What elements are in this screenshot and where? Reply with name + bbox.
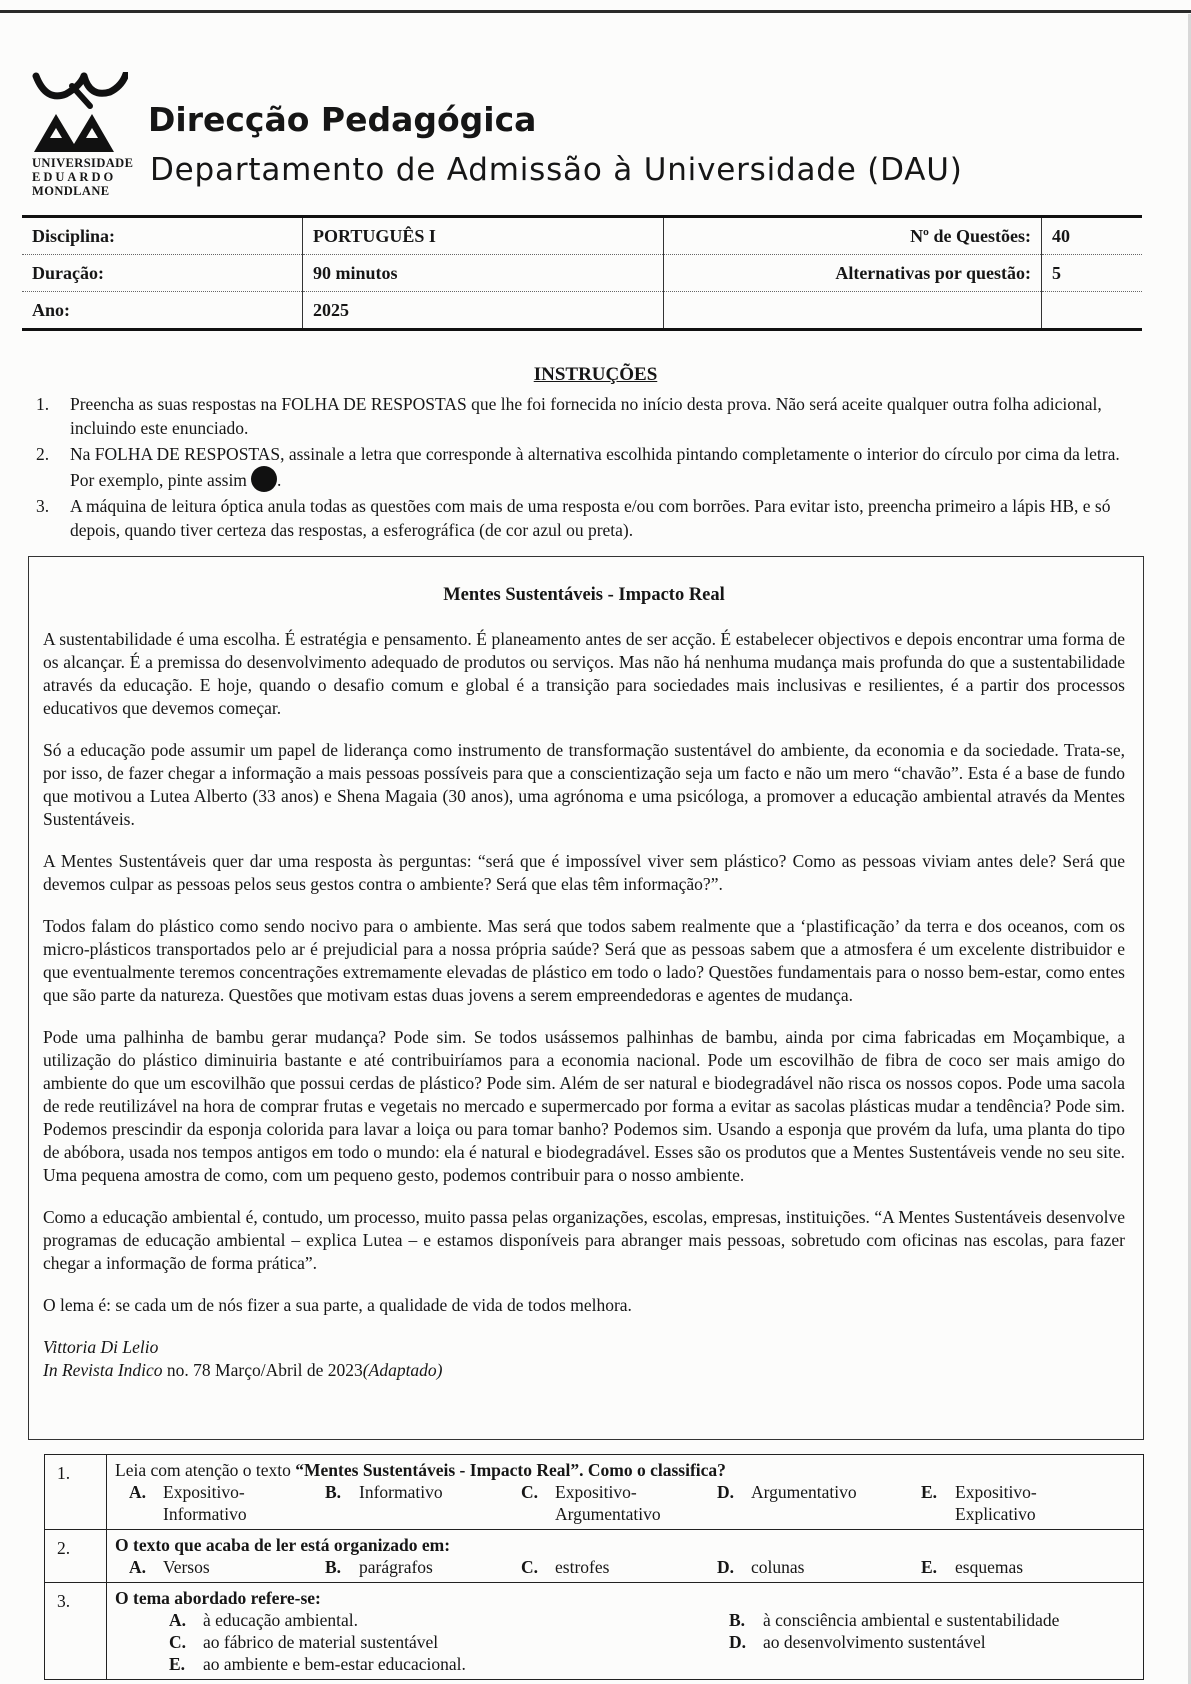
option-a [115, 1481, 311, 1525]
option-text: Versos [163, 1557, 210, 1577]
instruction-text: Preencha as suas respostas na FOLHA DE RESPOSTAS que lhe foi fornecida no início desta prova. Não será aceite qualquer outra folha adicional, incluindo este enunciado. [70, 394, 1102, 438]
option-d [703, 1481, 907, 1525]
info-row-ano [22, 292, 1142, 329]
option-b [311, 1556, 507, 1578]
option-text: Expositivo-Informativo [163, 1482, 247, 1524]
instructions-list [36, 392, 1126, 544]
option-text: à consciência ambiental e sustentabilidade [763, 1610, 1060, 1630]
option-letter: D. [717, 1482, 735, 1502]
option-letter: E. [921, 1557, 938, 1577]
option-text: Argumentativo [751, 1482, 857, 1502]
logo-line-1: UNIVERSIDADE [32, 156, 134, 170]
stem-text: Leia com atenção o texto [115, 1460, 296, 1480]
option-text: colunas [751, 1557, 805, 1577]
option-e [907, 1481, 1097, 1525]
option-a [155, 1609, 715, 1631]
university-logo [32, 72, 142, 198]
option-e [155, 1653, 715, 1675]
question-body [107, 1455, 1144, 1530]
instruction-item [36, 392, 1126, 440]
question-stem [115, 1459, 1135, 1481]
filled-circle-icon [251, 466, 277, 492]
instruction-number: 2. [36, 444, 50, 464]
info-row-duracao [22, 255, 1142, 292]
source-publication: In Revista Indico [43, 1360, 163, 1380]
top-border [0, 10, 1191, 13]
info-right-value: 5 [1042, 255, 1143, 292]
option-letter: E. [169, 1654, 186, 1674]
option-letter: A. [129, 1557, 147, 1577]
option-text: ao ambiente e bem-estar educacional. [203, 1654, 466, 1674]
option-letter: D. [729, 1632, 747, 1652]
option-text: Informativo [359, 1482, 443, 1502]
text-paragraph: A sustentabilidade é uma escolha. É estratégia e pensamento. É planeamento antes de ser acção. É estabelecer objectivos e depois encontrar uma forma de os alcançar. É a premissa do desenvolvimento adequado de produtos ou serviços. Mas não há nenhuma mudança mais profunda do que a sustentabilidade através da educação. E hoje, quando o desafio comum e global é a transição para sociedades mais inclusivas e resilientes, é a partir dos processos educativos que devemos começar. [43, 629, 1125, 718]
option-d [703, 1556, 907, 1578]
instruction-item [36, 494, 1126, 542]
option-text: ao desenvolvimento sustentável [763, 1632, 986, 1652]
instruction-text: A máquina de leitura óptica anula todas as questões com mais de uma resposta e/ou com borrões. Para evitar isto, preencha primeiro a lápis HB, e só depois, quando tiver certeza das respostas, a esferográfica (de cor azul ou preta). [70, 496, 1111, 540]
uem-emblem-icon [32, 72, 128, 154]
option-text: ao fábrico de material sustentável [203, 1632, 439, 1652]
text-paragraph: Só a educação pode assumir um papel de liderança como instrumento de transformação sustentável do ambiente, da economia e da sociedade. Trata-se, por isso, de fazer chegar a informação a mais pessoas possíveis para que a conscientização seja um facto e não um mero “chavão”. Esta é a base de fundo que motivou a Lutea Alberto (33 anos) e Shena Magaia (30 anos), uma agrónoma e uma psicóloga, a promover a educação ambiental através da Mentes Sustentáveis. [43, 740, 1125, 829]
option-c [155, 1631, 715, 1653]
question-options [115, 1481, 1135, 1525]
option-text: parágrafos [359, 1557, 433, 1577]
question-body [107, 1530, 1144, 1583]
instruction-number: 3. [36, 496, 50, 516]
instruction-text-wrap [70, 442, 1126, 492]
question-number: 1. [45, 1455, 107, 1530]
question-stem: O tema abordado refere-se: [115, 1588, 321, 1608]
info-right-label: Alternativas por questão: [664, 255, 1042, 292]
exam-info-table [22, 215, 1142, 331]
option-letter: B. [325, 1482, 342, 1502]
question-row [45, 1530, 1144, 1583]
source-note: (Adaptado) [362, 1360, 443, 1380]
logo-line-2: EDUARDO [32, 170, 117, 184]
option-text: Expositivo-Explicativo [955, 1482, 1037, 1524]
stem-bold-text: “Mentes Sustentáveis - Impacto Real”. Como o classifica? [295, 1460, 726, 1480]
question-stem: O texto que acaba de ler está organizado em: [115, 1535, 451, 1555]
instruction-text-end: . [276, 470, 282, 490]
option-text: à educação ambiental. [203, 1610, 358, 1630]
text-paragraph: A Mentes Sustentáveis quer dar uma resposta às perguntas: “será que é impossível viver sem plástico? Como as pessoas viviam antes dele? Será que devemos culpar as pessoas pelos seus gestos contra o ambiente? Será que elas têm informação?”. [43, 851, 1125, 894]
logo-line-3: MONDLANE [32, 184, 110, 198]
text-paragraph: O lema é: se cada um de nós fizer a sua parte, a qualidade de vida de todos melhora. [43, 1295, 632, 1315]
option-c [507, 1556, 703, 1578]
text-paragraph: Pode uma palhinha de bambu gerar mudança? Pode sim. Se todos usássemos palhinhas de bambu, ainda por cima fabricadas em Moçambique, a utilização do plástico diminuiria bastante e até contribuiríamos para a economia nacional. Pode um escovilhão de fibra de coco ser mais amigo do ambiente do que um escovilhão que possui cerdas de plástico? Pode sim. Além de ser natural e biodegradável não risca os nossos copos. Pode uma sacola de rede reutilizável na hora de comprar frutas e vegetais no mercado e supermercado por forma a evitar as sacolas plásticas mudar a tendência? Pode sim. Podemos prescindir da esponja colorida para lavar a loiça ou para tomar banho? Podemos sim. Usando a esponja que provém da lufa, uma planta do tipo de abóbora, usada nos tempos antigos em todo o mundo: ela é natural e biodegradável. Esses são os produtos que a Mentes Sustentáveis vende no seu site. Uma pequena amostra de como, com um pequeno gesto, podemos contribuir para o nosso ambiente. [43, 1027, 1125, 1185]
info-right-value: 40 [1042, 218, 1143, 255]
option-letter: C. [521, 1482, 539, 1502]
text-paragraph: Como a educação ambiental é, contudo, um processo, muito passa pelas organizações, escolas, empresas, instituições. “A Mentes Sustentáveis desenvolve programas de educação ambiental – explica Lutea – e estamos disponíveis para abranger mais pessoas, sobretudo com oficinas nas escolas, para fazer chegar a informação de forma prática”. [43, 1207, 1125, 1273]
option-letter: A. [169, 1610, 187, 1630]
info-right-value [1042, 292, 1143, 329]
text-citation [43, 1359, 1125, 1382]
instruction-item [36, 442, 1126, 492]
info-label: Disciplina: [22, 218, 303, 255]
question-options [115, 1556, 1135, 1578]
logo-text [32, 156, 142, 198]
questions-table [44, 1454, 1144, 1680]
info-value: 90 minutos [303, 255, 664, 292]
info-value: 2025 [303, 292, 664, 329]
question-row [45, 1583, 1144, 1680]
question-row [45, 1455, 1144, 1530]
question-number: 3. [45, 1583, 107, 1680]
text-author: Vittoria Di Lelio [43, 1337, 159, 1357]
option-b [715, 1609, 1135, 1631]
source-issue: no. 78 Março/Abril de 2023 [162, 1360, 363, 1380]
info-row-disciplina [22, 218, 1142, 255]
option-letter: A. [129, 1482, 147, 1502]
text-paragraph: Todos falam do plástico como sendo nocivo para o ambiente. Mas será que todos sabem realmente que a ‘plastificação’ da terra e dos oceanos, com os micro-plásticos transportados pelo ar é prejudicial para a nossa própria saúde? Será que as pessoas sabem que a atmosfera é um excelente distribuidor e que eventualmente teremos concentrações extremamente elevadas de plástico em todo o lado? Questões fundamentais para o nosso bem-estar, como entes que são parte da natureza. Questões que motivam estas duas jovens a serem empreendedoras e agentes de mudança. [43, 916, 1125, 1005]
instruction-number: 1. [36, 394, 50, 414]
option-letter: D. [717, 1557, 735, 1577]
page-subtitle: Departamento de Admissão à Universidade (DAU) [150, 152, 963, 188]
option-letter: E. [921, 1482, 938, 1502]
instructions-title: INSTRUÇÕES [533, 364, 658, 385]
reading-text-box [28, 556, 1144, 1440]
option-letter: B. [325, 1557, 342, 1577]
option-letter: C. [169, 1632, 187, 1652]
option-letter: C. [521, 1557, 539, 1577]
text-source [43, 1336, 1125, 1382]
option-d [715, 1631, 1135, 1653]
option-e [907, 1556, 1097, 1578]
option-c [507, 1481, 703, 1525]
option-letter: B. [729, 1610, 746, 1630]
page-title: Direcção Pedagógica [148, 100, 537, 139]
option-text: Expositivo-Argumentativo [555, 1482, 661, 1524]
question-number: 2. [45, 1530, 107, 1583]
option-b [311, 1481, 507, 1525]
instruction-text: Na FOLHA DE RESPOSTAS, assinale a letra que corresponde à alternativa escolhida pintando completamente o interior do círculo por cima da letra. Por exemplo, pinte assim [70, 444, 1120, 490]
question-options [115, 1609, 1135, 1675]
option-text: esquemas [955, 1557, 1024, 1577]
option-a [115, 1556, 311, 1578]
option-text: estrofes [555, 1557, 610, 1577]
text-title: Mentes Sustentáveis - Impacto Real [443, 585, 725, 605]
info-label: Duração: [22, 255, 303, 292]
info-right-label: Nº de Questões: [664, 218, 1042, 255]
info-right-label [664, 292, 1042, 329]
question-body [107, 1583, 1144, 1680]
info-label: Ano: [22, 292, 303, 329]
info-value: PORTUGUÊS I [303, 218, 664, 255]
